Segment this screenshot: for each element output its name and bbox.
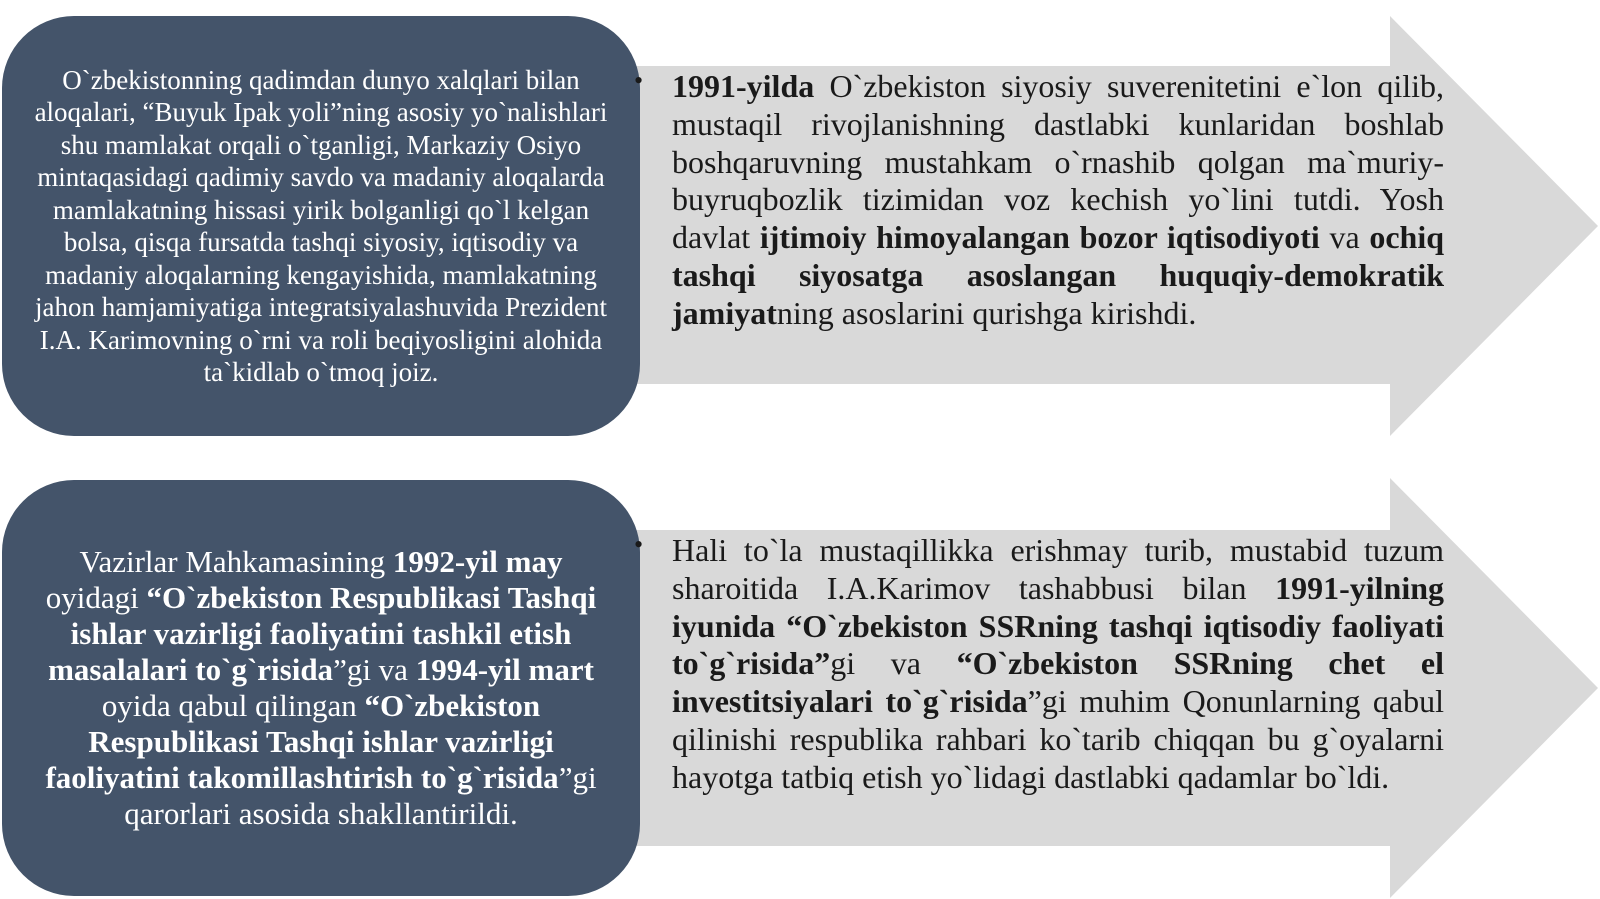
bold-text-segment: ochiq tashqi siyosatga asoslangan huquqiy-demokratik jamiyat — [672, 219, 1445, 331]
text-segment: va — [1319, 219, 1370, 256]
text-segment: gi va — [830, 645, 957, 682]
bold-text-segment: “O`zbekiston SSRning chet el investitsiyalari to`g`risida — [672, 645, 1445, 720]
bullet-dot-icon: • — [634, 530, 644, 559]
text-segment: ”gi va — [333, 652, 416, 687]
bold-text-segment: ijtimoiy himoyalangan bozor iqtisodiyoti — [759, 219, 1320, 256]
summary-text-1 — [26, 64, 616, 389]
text-segment: ning asoslarini qurishga kirishdi. — [776, 294, 1197, 331]
bold-text-segment: 1994-yil mart — [415, 652, 594, 687]
text-segment: ”gi qarorlari asosida shakllantirildi. — [124, 760, 597, 831]
bold-text-segment: 1991-yilning iyunida “O`zbekiston SSRning tashqi iqtisodiy faoliyati to`g`risida” — [672, 569, 1444, 682]
bold-text-segment: “O`zbekiston Respublikasi Tashqi ishlar vazirligi faoliyatini takomillashtirish to`g`risida — [45, 688, 559, 795]
text-segment: O`zbekistonning qadimdan dunyo xalqlari bilan aloqalari, “Buyuk Ipak yoli”ning asosiy yo`nalishlari shu mamlakat orqali o`tganligi, Markaziy Osiyo mintaqasidagi qadimiy savdo va madaniy aloqalarda mamlakatning hissasi yirik bolganligi qo`l kelgan bolsa, qisqa fursatda tashqi siyosiy, iqtisodiy va madaniy aloqalarning kengayishida, mamlakatning jahon hamjamiyatiga integratsiyalashuvida Prezident I.A. Karimovning o`rni va roli beqiyosligini alohida ta`kidlab o`tmoq joiz. — [34, 64, 608, 387]
bold-text-segment: 1991-yilda — [672, 68, 815, 104]
text-segment: Vazirlar Mahkamasining — [79, 544, 393, 579]
bold-text-segment: “O`zbekiston Respublikasi Tashqi ishlar vazirligi faoliyatini tashkil etish masalalari to`g`risida — [48, 580, 597, 687]
text-segment: oyida qabul qilingan — [101, 688, 365, 723]
text-segment: oyidagi — [45, 580, 147, 615]
arrow-panel-1 — [634, 66, 1445, 333]
arrow-text-1 — [672, 68, 1444, 333]
bold-text-segment: 1992-yil may — [392, 544, 563, 579]
bullet-dot-icon: • — [634, 66, 644, 95]
arrow-text-2 — [672, 532, 1444, 797]
text-segment: O`zbekiston siyosiy suverenitetini e`lon qilib, mustaqil rivojlanishning dastlabki kunlaridan boshlab boshqaruvning mustahkam o`rnashib qolgan ma`muriy-buyruqbozlik tizimidan voz kechish yo`lini tutdi. Yosh davlat — [672, 68, 1444, 256]
summary-text-2 — [32, 544, 610, 832]
summary-box-2 — [2, 480, 640, 896]
text-segment: Hali to`la mustaqillikka erishmay turib, mustabid tuzum sharoitida I.A.Karimov tashabbusi bilan — [672, 532, 1444, 606]
arrow-panel-2 — [634, 530, 1445, 797]
summary-box-1 — [2, 16, 640, 436]
text-segment: ”gi muhim Qonunlarning qabul qilinishi respublika rahbari ko`tarib chiqqan bu g`oyalarni hayotga tatbiq etish yo`lidagi dastlabki qadamlar bo`ldi. — [672, 683, 1444, 795]
